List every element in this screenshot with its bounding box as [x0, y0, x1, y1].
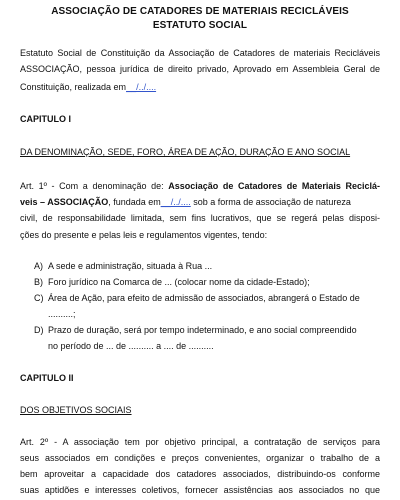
intro-line-1: Estatuto Social de Constituição da Associação de Catadores de materiais Recicláveis: [20, 48, 380, 58]
art1-line-2-end: sob a forma de associação de natureza: [190, 197, 351, 207]
chapter-2-heading: CAPITULO II: [20, 373, 74, 383]
item-c-continuation: ..........;: [48, 309, 76, 319]
art1-date-link[interactable]: __/../....: [160, 197, 191, 207]
intro-date-link[interactable]: __/../....: [126, 82, 157, 92]
item-b-text: Foro jurídico na Comarca de ... (colocar nome da cidade-Estado);: [48, 277, 310, 287]
art2-line-4: suas aptidões e interesses coletivos, fornecer assistências aos associados no que: [20, 485, 380, 495]
art1-line-1-text: Art. 1º - Com a denominação de:: [20, 181, 169, 191]
item-b-label: B): [34, 277, 43, 287]
item-a-label: A): [34, 261, 43, 271]
art1-line-1-bold: Associação de Catadores de Materiais Reciclá-: [168, 181, 380, 191]
art1-line-2: [20, 196, 380, 208]
item-d-label: D): [34, 325, 44, 335]
art2-line-3: bem aproveitar a capacidade dos catadores associados, distribuindo-os conforme: [20, 469, 380, 479]
chapter-1-heading: CAPITULO I: [20, 114, 71, 124]
item-a-text: A sede e administração, situada à Rua ...: [48, 261, 213, 271]
chapter-2-title: DOS OBJETIVOS SOCIAIS: [20, 405, 132, 415]
item-d-continuation: no período de ... de .......... a .... de ..........: [48, 341, 214, 351]
art2-line-1: Art. 2º - A associação tem por objetivo principal, a contratação de serviços para: [20, 437, 380, 447]
art1-line-4: ções do presente e pelas leis e regulamentos vigentes, tendo:: [20, 230, 268, 240]
item-d-text: Prazo de duração, será por tempo indeterminado, e ano social compreendido: [48, 325, 357, 335]
art2-line-2: seus associados em condições e preços convenientes, organizar o trabalho de a: [20, 453, 380, 463]
chapter-1-title: DA DENOMINAÇÃO, SEDE, FORO, ÁREA DE AÇÃO, DURAÇÃO E ANO SOCIAL: [20, 147, 351, 157]
art1-line-2-mid: , fundada em: [108, 197, 161, 207]
document-title: ASSOCIAÇÃO DE CATADORES DE MATERIAIS RECICLÁVEIS: [51, 6, 349, 17]
art1-line-1: [20, 180, 380, 192]
art1-line-3: civil, de responsabilidade limitada, sem fins lucrativos, que se regerá pelas disposi-: [20, 213, 380, 223]
intro-line-3: [20, 81, 380, 93]
intro-line-3-text: Constituição, realizada em: [20, 82, 127, 92]
intro-line-2: ASSOCIAÇÃO, pessoa jurídica de direito privado, Aprovado em Assembleia Geral de: [20, 64, 380, 74]
item-c-text: Área de Ação, para efeito de admissão de associados, abrangerá o Estado de: [48, 293, 360, 303]
art1-line-2-bold: veis – ASSOCIAÇÃO: [20, 197, 109, 207]
item-c-label: C): [34, 293, 44, 303]
document-subtitle: ESTATUTO SOCIAL: [152, 20, 248, 31]
